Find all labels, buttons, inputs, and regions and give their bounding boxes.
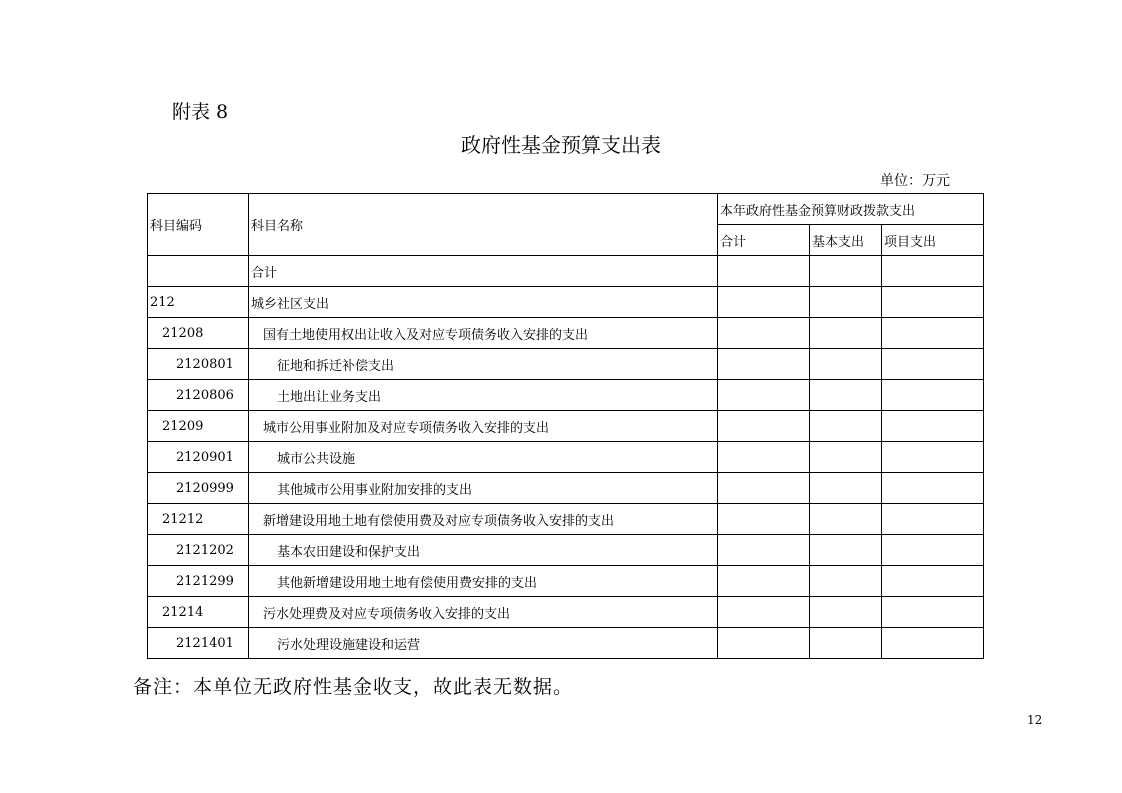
cell-name: 新增建设用地土地有偿使用费及对应专项债务收入安排的支出 <box>249 504 718 535</box>
table-row <box>148 287 984 318</box>
cell-code: 2120901 <box>148 442 249 473</box>
cell-name: 其他新增建设用地土地有偿使用费安排的支出 <box>249 566 718 597</box>
cell-name: 基本农田建设和保护支出 <box>249 535 718 566</box>
header-group: 本年政府性基金预算财政拨款支出 <box>718 194 984 225</box>
cell-name: 城乡社区支出 <box>249 287 718 318</box>
cell-basic <box>810 597 882 628</box>
cell-code: 2120801 <box>148 349 249 380</box>
cell-project <box>882 442 984 473</box>
cell-basic <box>810 411 882 442</box>
cell-basic <box>810 442 882 473</box>
cell-project <box>882 256 984 287</box>
cell-project <box>882 318 984 349</box>
cell-basic <box>810 318 882 349</box>
header-total: 合计 <box>718 225 810 256</box>
cell-basic <box>810 256 882 287</box>
cell-name: 污水处理费及对应专项债务收入安排的支出 <box>249 597 718 628</box>
cell-code: 2121401 <box>148 628 249 659</box>
page-title: 政府性基金预算支出表 <box>461 133 661 157</box>
cell-basic <box>810 504 882 535</box>
cell-code: 2120806 <box>148 380 249 411</box>
header-code: 科目编码 <box>148 194 249 256</box>
cell-project <box>882 287 984 318</box>
cell-code: 21209 <box>148 411 249 442</box>
cell-project <box>882 349 984 380</box>
table-row <box>148 566 984 597</box>
cell-name: 征地和拆迁补偿支出 <box>249 349 718 380</box>
cell-project <box>882 566 984 597</box>
cell-total <box>718 380 810 411</box>
page-number: 12 <box>1027 713 1043 727</box>
cell-basic <box>810 535 882 566</box>
cell-project <box>882 473 984 504</box>
cell-code: 21214 <box>148 597 249 628</box>
cell-name: 城市公共设施 <box>249 442 718 473</box>
cell-code <box>148 256 249 287</box>
cell-project <box>882 380 984 411</box>
cell-total <box>718 442 810 473</box>
table-row <box>148 380 984 411</box>
cell-basic <box>810 473 882 504</box>
cell-code: 21208 <box>148 318 249 349</box>
table-row <box>148 349 984 380</box>
header-name: 科目名称 <box>249 194 718 256</box>
cell-total <box>718 597 810 628</box>
cell-code: 21212 <box>148 504 249 535</box>
header-row <box>148 194 984 225</box>
cell-name: 污水处理设施建设和运营 <box>249 628 718 659</box>
cell-name: 土地出让业务支出 <box>249 380 718 411</box>
cell-total <box>718 473 810 504</box>
cell-total <box>718 411 810 442</box>
cell-project <box>882 504 984 535</box>
cell-name: 城市公用事业附加及对应专项债务收入安排的支出 <box>249 411 718 442</box>
table-row <box>148 318 984 349</box>
cell-code: 2121299 <box>148 566 249 597</box>
cell-basic <box>810 349 882 380</box>
cell-name: 其他城市公用事业附加安排的支出 <box>249 473 718 504</box>
cell-total <box>718 318 810 349</box>
cell-project <box>882 411 984 442</box>
table-row <box>148 628 984 659</box>
table-row <box>148 256 984 287</box>
table-row <box>148 442 984 473</box>
cell-total <box>718 504 810 535</box>
cell-total <box>718 628 810 659</box>
cell-project <box>882 535 984 566</box>
footnote: 备注：本单位无政府性基金收支，故此表无数据。 <box>133 676 574 698</box>
cell-total <box>718 287 810 318</box>
table-row <box>148 473 984 504</box>
header-basic: 基本支出 <box>810 225 882 256</box>
header-project: 项目支出 <box>882 225 984 256</box>
cell-name: 国有土地使用权出让收入及对应专项债务收入安排的支出 <box>249 318 718 349</box>
table-row <box>148 411 984 442</box>
cell-code: 2120999 <box>148 473 249 504</box>
cell-basic <box>810 380 882 411</box>
cell-basic <box>810 628 882 659</box>
cell-project <box>882 628 984 659</box>
cell-code: 212 <box>148 287 249 318</box>
cell-total <box>718 256 810 287</box>
unit-label: 单位：万元 <box>880 173 950 189</box>
table-row <box>148 597 984 628</box>
table-row <box>148 535 984 566</box>
table-row <box>148 504 984 535</box>
attachment-label: 附表 8 <box>172 101 229 123</box>
cell-total <box>718 535 810 566</box>
budget-table <box>147 193 984 659</box>
cell-project <box>882 597 984 628</box>
cell-basic <box>810 287 882 318</box>
cell-total <box>718 566 810 597</box>
cell-name: 合计 <box>249 256 718 287</box>
cell-code: 2121202 <box>148 535 249 566</box>
cell-basic <box>810 566 882 597</box>
cell-total <box>718 349 810 380</box>
